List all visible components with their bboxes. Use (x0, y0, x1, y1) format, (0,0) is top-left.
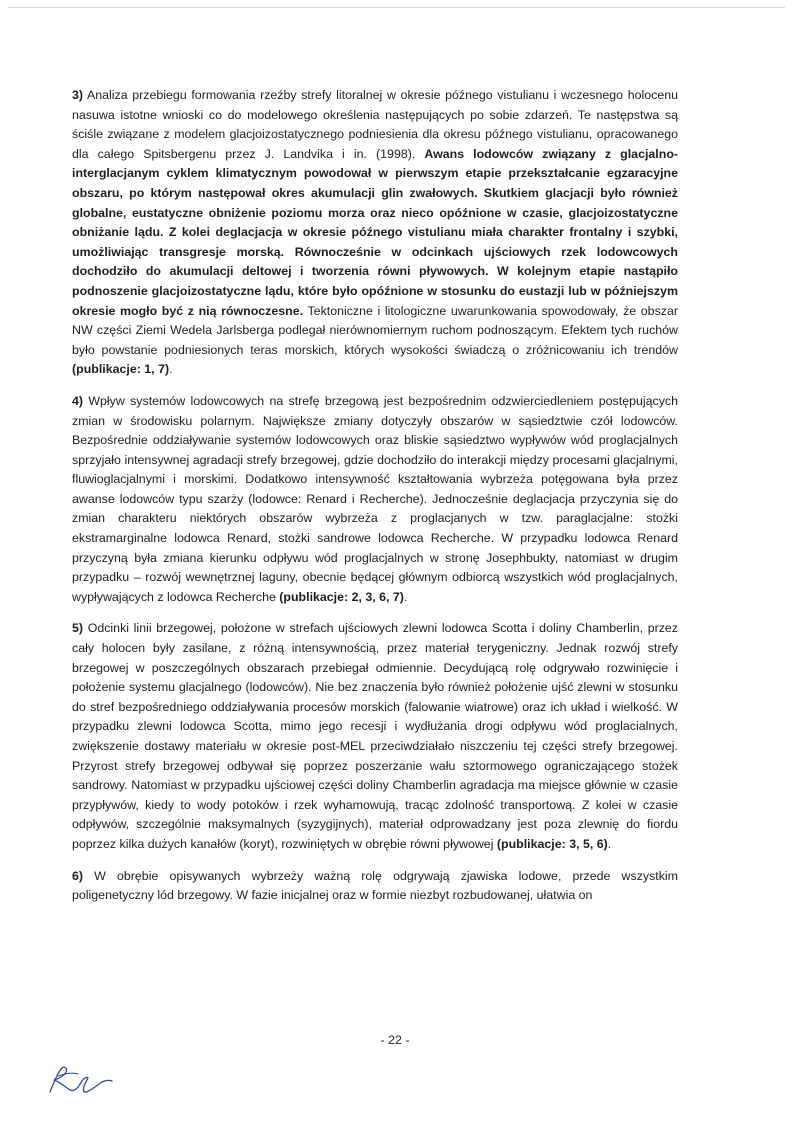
document-body (72, 86, 678, 918)
paragraph-3 (72, 86, 678, 380)
publication-reference: (publikacje: 1, 7) (72, 362, 170, 377)
paragraph-5 (72, 619, 678, 854)
handwritten-signature (44, 1062, 116, 1098)
publication-reference: (publikacje: 2, 3, 6, 7) (279, 589, 404, 604)
paragraph-bold-text: Awans lodowców związany z glacjalno-interglacjanym cyklem klimatycznym powodował w pierwszym etapie przekształcanie egzaracyjne obszaru, po którym następował okres akumulacji glin zwałowych. Skutkiem glacjacji było również globalne, eustatyczne obniżenie poziomu morza oraz nieco opóźnione w czasie, glacjoizostatyczne obniżanie lądu. Z kolei deglacjacja w okresie późnego vistulianu miała charakter frontalny i szybki, umożliwiając transgresje morską. Równocześnie w odcinkach ujściowych rzek lodowcowych dochodziło do akumulacji deltowej i tworzenia równi pływowych. W kolejnym etapie nastąpiło podnoszenie glacjoizostatyczne lądu, które było opóźnione w stosunku do eustazji lub w późniejszym okresie mogło być z nią równoczesne. (72, 146, 679, 318)
paragraph-6 (72, 867, 678, 906)
paragraph-text: Odcinki linii brzegowej, położone w strefach ujściowych zlewni lodowca Scotta i doliny Chamberlin, przez cały holocen były zasilane, z różną intensywnością, przez materiał terygeniczny. Jednak rozwój strefy brzegowej w poszczególnych obszarach przebiegał odmiennie. Decydującą rolę odgrywało rozwinięcie i położenie systemu glacjalnego (lodowców). Nie bez znaczenia było również położenie ujść zlewni w stosunku do stref bezpośredniego oddziaływania procesów morskich (falowanie wiatrowe) oraz ich układ i wielkość. W przypadku zlewni lodowca Scotta, mimo jego recesji i wydłużania drogi odpływu wód proglacialnych, zwiększenie dostawy materiału w okresie post-MEL przeciwdziałało niszczeniu tej części strefy brzegowej. Przyrost strefy brzegowej odbywał się poprzez poszerzanie wału sztormowego ograniczającego stożek sandrowy. Natomiast w przypadku ujściowej części doliny Chamberlin agradacja ma miejsce głównie w czasie przypływów, kiedy to wody potoków i rzek wyhamowują, tracąc zdolność transportową. Z kolei w czasie odpływów, szczególnie maksymalnych (syzygijnych), materiał odprowadzany jest poza zlewnię do fiordu poprzez kilka dużych kanałów (koryt), rozwiniętych w obrębie równi pływowej (72, 621, 678, 851)
paragraph-number: 3) (72, 88, 84, 102)
publication-reference: (publikacje: 3, 5, 6) (496, 836, 608, 851)
paragraph-text: W obrębie opisywanych wybrzeży ważną rolę odgrywają zjawiska lodowe, przede wszystkim poligenetyczny lód brzegowy. W fazie inicjalnej oraz w formie niezbyt rozbudowanej, ułatwia on (72, 868, 678, 903)
top-rule (8, 7, 785, 8)
paragraph-4 (72, 392, 678, 608)
paragraph-text: Analiza przebiegu formowania rzeźby strefy litoralnej w okresie późnego vistulianu i wczesnego holocenu nasuwa istotne wnioski co do modelowego określenia następujących po sobie zdarzeń. Te następstwa są ściśle związane z modelem glacjoizostatycznego podniesienia dla okresu późnego vistulianu, opracowanego dla całego Spitsbergenu przez J. Landvika i in. (1998). (72, 88, 678, 161)
paragraph-text: . (607, 836, 612, 851)
paragraph-number: 5) (72, 621, 84, 636)
paragraph-text: Wpływ systemów lodowcowych na strefę brzegową jest bezpośrednim odzwierciedleniem postępujących zmian w środowisku polarnym. Największe zmiany dotyczyły obszarów w sąsiedztwie czół lodowców. Bezpośrednie oddziaływanie systemów lodowcowych oraz bliskie sąsiedztwo wypływów wód proglacjalnych sprzyjało intensywnej agradacji strefy brzegowej, gdzie dochodziło do interakcji między procesami glacjalnymi, fluwioglacjalnymi i morskimi. Dodatkowo intensywność kształtowania wybrzeża potęgowana była przez awanse lodowców typu szarży (lodowce: Renard i Recherche). Jednocześnie deglacjacja przyczynia się do zmian charakteru niektórych obszarów wybrzeża z proglacjanych w tzw. paraglacjalne: stożki ekstramarginalne lodowca Renard, stożki sandrowe lodowca Recherche. W przypadku lodowca Renard przyczyną była zmiana kierunku odpływu wód proglacjalnych w stronę Josephbukty, natomiast w drugim przypadku – rozwój wewnętrznej laguny, obecnie będącej głównym odbiorcą wszystkich wód proglacjalnych, wypływających z lodowca Recherche (72, 393, 678, 604)
paragraph-number: 6) (72, 868, 84, 883)
paragraph-number: 4) (72, 393, 84, 408)
paragraph-text: . (403, 589, 408, 604)
paragraph-text: . (169, 362, 173, 377)
paragraph-text: Tektoniczne i litologiczne uwarunkowania spowodowały, że obszar NW części Ziemi Wedela Jarlsberga podlegał nierównomiernym ruchom podnoszącym. Efektem tych ruchów było powstanie podniesionych teras morskich, których wysokości świadczą o zróżnicowaniu ich trendów (72, 303, 678, 357)
page-number: - 22 - (380, 1033, 410, 1047)
